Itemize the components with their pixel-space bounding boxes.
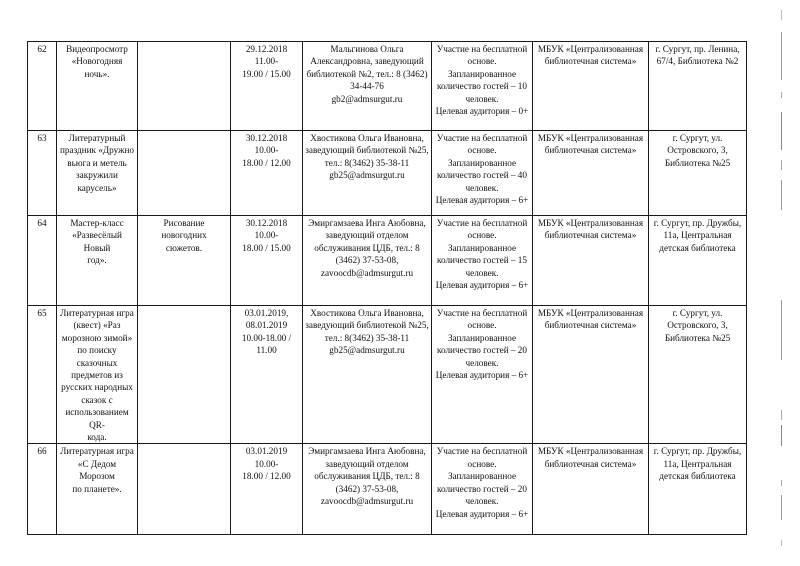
cell-text-line: 11.00 bbox=[256, 345, 277, 356]
cell-text-line: 18.00 / 15.00 bbox=[242, 242, 291, 253]
cell-text-line: праздник «Дружно bbox=[60, 145, 134, 156]
cell-text-line: 10.00-18.00 / bbox=[241, 332, 292, 343]
event-terms-cell bbox=[432, 444, 533, 535]
cell-text-line: Александровна, заведующий bbox=[310, 56, 424, 67]
cell-text-line: библиотечная система» bbox=[544, 320, 637, 331]
cell-text-line: Целевая аудитория – 6+ bbox=[435, 280, 529, 291]
cell-text-line: библиотекой №2, тел.: 8 (3462) bbox=[306, 68, 428, 79]
cell-text-line: (квест) «Раз bbox=[73, 320, 121, 331]
cell-text-line: Библиотека №25 bbox=[664, 157, 731, 168]
cell-text-line: Участие на бесплатной bbox=[436, 446, 528, 457]
cell-text-line: сказок с bbox=[81, 394, 113, 405]
cell-text-line: Видеопросмотр bbox=[66, 44, 128, 54]
cell-text-line: Целевая аудитория – 6+ bbox=[435, 195, 529, 206]
cell-text-line: Рисование новогодних bbox=[161, 218, 207, 241]
event-number-cell bbox=[28, 444, 57, 535]
cell-text-line: кода. bbox=[87, 432, 107, 443]
event-description-cell bbox=[138, 131, 231, 216]
event-number-cell bbox=[28, 216, 57, 306]
cell-text-line: (3462) 37-53-08, bbox=[335, 483, 399, 494]
cell-text-line: человек. bbox=[465, 496, 499, 507]
cell-text-line: «Развесёлый Новый bbox=[72, 230, 122, 253]
event-contact-cell bbox=[303, 216, 432, 306]
event-date-cell bbox=[231, 444, 303, 535]
cell-text-line: Целевая аудитория – 0+ bbox=[435, 106, 529, 117]
cell-text-line: gb25@admsurgut.ru bbox=[329, 345, 405, 356]
cell-text-line: 30.12.2018 10.00- bbox=[245, 133, 288, 156]
cell-text-line: вьюга и метель bbox=[67, 157, 127, 168]
cell-text-line: «Новогодняя ночь». bbox=[71, 56, 123, 79]
event-date-cell bbox=[231, 306, 303, 444]
cell-text-line: библиотечная система» bbox=[544, 145, 637, 156]
cell-text-line: Запланированное bbox=[447, 471, 517, 482]
cell-text-line: 11а, Центральная bbox=[663, 458, 732, 469]
cell-text-line: Островского, 3, bbox=[667, 320, 728, 331]
cell-text-line: 03.01.2019, bbox=[244, 308, 289, 318]
cell-text-line: основе. bbox=[467, 320, 497, 331]
cell-text-line: Участие на бесплатной bbox=[436, 44, 528, 54]
cell-text-line: 18.00 / 12.00 bbox=[242, 157, 291, 168]
event-number-cell bbox=[28, 42, 57, 131]
cell-text-line: предметов из bbox=[71, 370, 123, 381]
cell-text-line: Мастер-класс bbox=[70, 218, 124, 228]
cell-text-line: Эмиргамзаева Инга Аюбовна, bbox=[308, 218, 426, 228]
cell-text-line: количество гостей – 40 bbox=[437, 170, 527, 181]
cell-text-line: библиотечная система» bbox=[544, 458, 637, 469]
cell-text-line: gb2@admsurgut.ru bbox=[331, 93, 403, 104]
event-organizer-cell bbox=[533, 444, 649, 535]
cell-text-line: тел.: 8(3462) 35-38-11 bbox=[324, 332, 410, 343]
cell-text-line: основе. bbox=[467, 56, 497, 67]
cell-text-line: человек. bbox=[465, 93, 499, 104]
cell-text-line: 08.01.2019 bbox=[245, 320, 288, 331]
cell-text-line: тел.: 8(3462) 35-38-11 bbox=[324, 157, 410, 168]
event-contact-cell bbox=[303, 444, 432, 535]
cell-text-line: Запланированное bbox=[447, 68, 517, 79]
cell-text-line: обслуживания ЦДБ, тел.: 8 bbox=[314, 242, 420, 253]
event-description-cell bbox=[138, 42, 231, 131]
cell-text-line: человек. bbox=[465, 182, 499, 193]
cell-text-line: 18.00 / 12.00 bbox=[242, 471, 291, 482]
cell-text-line: 19.00 / 15.00 bbox=[242, 68, 291, 79]
cell-text-line: г. Сургут, пр. Ленина, bbox=[655, 44, 740, 54]
cell-text-line: детская библиотека bbox=[659, 471, 736, 482]
cell-text-line: г. Сургут, пр. Дружбы, bbox=[653, 446, 742, 457]
cell-text-line: Островского, 3, bbox=[667, 145, 728, 156]
cell-text-line: 30.12.2018 10.00- bbox=[245, 218, 288, 241]
cell-text-line: по поиску bbox=[77, 345, 117, 356]
event-organizer-cell bbox=[533, 131, 649, 216]
event-place-cell bbox=[649, 42, 747, 131]
event-place-cell bbox=[649, 444, 747, 535]
table-row bbox=[28, 131, 747, 216]
cell-text-line: библиотечная система» bbox=[544, 230, 637, 241]
cell-text-line: по планете». bbox=[72, 483, 122, 494]
cell-text-line: Запланированное bbox=[447, 157, 517, 168]
event-description-cell bbox=[138, 444, 231, 535]
cell-text-line: количество гостей – 20 bbox=[437, 483, 527, 494]
cell-text-line: г. Сургут, пр. Дружбы, bbox=[653, 218, 742, 228]
event-contact-cell bbox=[303, 42, 432, 131]
cell-text-line: количество гостей – 15 bbox=[437, 255, 527, 266]
event-terms-cell bbox=[432, 42, 533, 131]
cell-text-line: Мальгинова Ольга bbox=[330, 44, 404, 54]
cell-text: 62 bbox=[37, 44, 47, 54]
event-organizer-cell bbox=[533, 306, 649, 444]
cell-text-line: заведующий библиотекой №25, bbox=[305, 145, 429, 156]
cell-text-line: zavoocdb@admsurgut.ru bbox=[320, 267, 414, 278]
cell-text-line: заведующий отделом bbox=[325, 230, 409, 241]
event-schedule-table bbox=[27, 41, 747, 535]
cell-text-line: МБУК «Централизованная bbox=[537, 133, 644, 143]
cell-text-line: zavoocdb@admsurgut.ru bbox=[320, 496, 414, 507]
cell-text-line: год». bbox=[87, 255, 107, 266]
cell-text-line: основе. bbox=[467, 458, 497, 469]
cell-text-line: Эмиргамзаева Инга Аюбовна, bbox=[308, 446, 426, 457]
event-number-cell bbox=[28, 131, 57, 216]
cell-text-line: детская библиотека bbox=[659, 242, 736, 253]
cell-text-line: Целевая аудитория – 6+ bbox=[435, 508, 529, 519]
cell-text-line: заведующий библиотекой №25, bbox=[305, 320, 429, 331]
event-terms-cell bbox=[432, 216, 533, 306]
event-description-cell bbox=[138, 306, 231, 444]
table-row bbox=[28, 42, 747, 131]
table-row bbox=[28, 216, 747, 306]
table-row bbox=[28, 444, 747, 535]
cell-text-line: человек. bbox=[465, 357, 499, 368]
cell-text-line: Хвостикова Ольга Ивановна, bbox=[310, 133, 424, 143]
cell-text-line: МБУК «Централизованная bbox=[537, 308, 644, 318]
cell-text-line: МБУК «Централизованная bbox=[537, 44, 644, 54]
cell-text-line: Целевая аудитория – 6+ bbox=[435, 370, 529, 381]
cell-text-line: Хвостикова Ольга Ивановна, bbox=[310, 308, 424, 318]
cell-text-line: количество гостей – 10 bbox=[437, 81, 527, 92]
event-name-cell bbox=[57, 306, 138, 444]
cell-text-line: 03.01.2019 10.00- bbox=[245, 446, 288, 469]
event-name-cell bbox=[57, 131, 138, 216]
cell-text-line: Литературная игра bbox=[60, 446, 134, 457]
cell-text-line: «С Дедом Морозом bbox=[77, 458, 117, 482]
event-date-cell bbox=[231, 216, 303, 306]
event-contact-cell bbox=[303, 306, 432, 444]
event-contact-cell bbox=[303, 131, 432, 216]
cell-text-line: карусель» bbox=[77, 182, 117, 193]
cell-text-line: 29.12.2018 11.00- bbox=[245, 44, 288, 67]
event-place-cell bbox=[649, 306, 747, 444]
event-name-cell bbox=[57, 216, 138, 306]
event-name-cell bbox=[57, 42, 138, 131]
event-description-cell bbox=[138, 216, 231, 306]
event-place-cell bbox=[649, 131, 747, 216]
cell-text-line: русских народных bbox=[61, 382, 133, 393]
cell-text-line: 67/4, Библиотека №2 bbox=[656, 56, 739, 67]
event-name-cell bbox=[57, 444, 138, 535]
cell-text-line: 11а, Центральная bbox=[663, 230, 732, 241]
cell-text-line: основе. bbox=[467, 145, 497, 156]
cell-text-line: 34-44-76 bbox=[350, 81, 384, 92]
cell-text-line: Литературный bbox=[68, 133, 126, 143]
cell-text-line: количество гостей – 20 bbox=[437, 345, 527, 356]
cell-text-line: Библиотека №25 bbox=[664, 332, 731, 343]
cell-text-line: г. Сургут, ул. bbox=[672, 308, 723, 318]
cell-text-line: г. Сургут, ул. bbox=[672, 133, 723, 143]
cell-text-line: Участие на бесплатной bbox=[436, 218, 528, 228]
cell-text-line: основе. bbox=[467, 230, 497, 241]
cell-text: 64 bbox=[37, 218, 47, 228]
cell-text: 63 bbox=[37, 133, 47, 143]
cell-text-line: Запланированное bbox=[447, 332, 517, 343]
cell-text-line: (3462) 37-53-08, bbox=[335, 255, 399, 266]
event-number-cell bbox=[28, 306, 57, 444]
cell-text-line: сюжетов. bbox=[165, 242, 203, 253]
cell-text-line: заведующий отделом bbox=[325, 458, 409, 469]
cell-text-line: закружили bbox=[76, 170, 118, 181]
cell-text-line: человек. bbox=[465, 267, 499, 278]
cell-text-line: сказочных bbox=[76, 357, 118, 368]
cell-text-line: МБУК «Централизованная bbox=[537, 218, 644, 228]
scan-edge-artifact bbox=[781, 0, 782, 566]
cell-text-line: gb25@admsurgut.ru bbox=[329, 170, 405, 181]
table-row bbox=[28, 306, 747, 444]
event-date-cell bbox=[231, 131, 303, 216]
cell-text-line: морозною зимой» bbox=[61, 332, 133, 343]
cell-text: 65 bbox=[37, 308, 47, 318]
cell-text-line: Литературная игра bbox=[60, 308, 134, 318]
event-terms-cell bbox=[432, 306, 533, 444]
event-organizer-cell bbox=[533, 42, 649, 131]
event-date-cell bbox=[231, 42, 303, 131]
cell-text-line: Запланированное bbox=[447, 242, 517, 253]
event-organizer-cell bbox=[533, 216, 649, 306]
cell-text-line: библиотечная система» bbox=[544, 56, 637, 67]
cell-text-line: Участие на бесплатной bbox=[436, 133, 528, 143]
event-place-cell bbox=[649, 216, 747, 306]
table-body bbox=[28, 42, 747, 535]
cell-text-line: МБУК «Централизованная bbox=[537, 446, 644, 457]
cell-text: 66 bbox=[37, 446, 47, 457]
cell-text-line: использованием QR- bbox=[65, 407, 129, 430]
event-terms-cell bbox=[432, 131, 533, 216]
cell-text-line: Участие на бесплатной bbox=[436, 308, 528, 318]
cell-text-line: обслуживания ЦДБ, тел.: 8 bbox=[314, 471, 420, 482]
